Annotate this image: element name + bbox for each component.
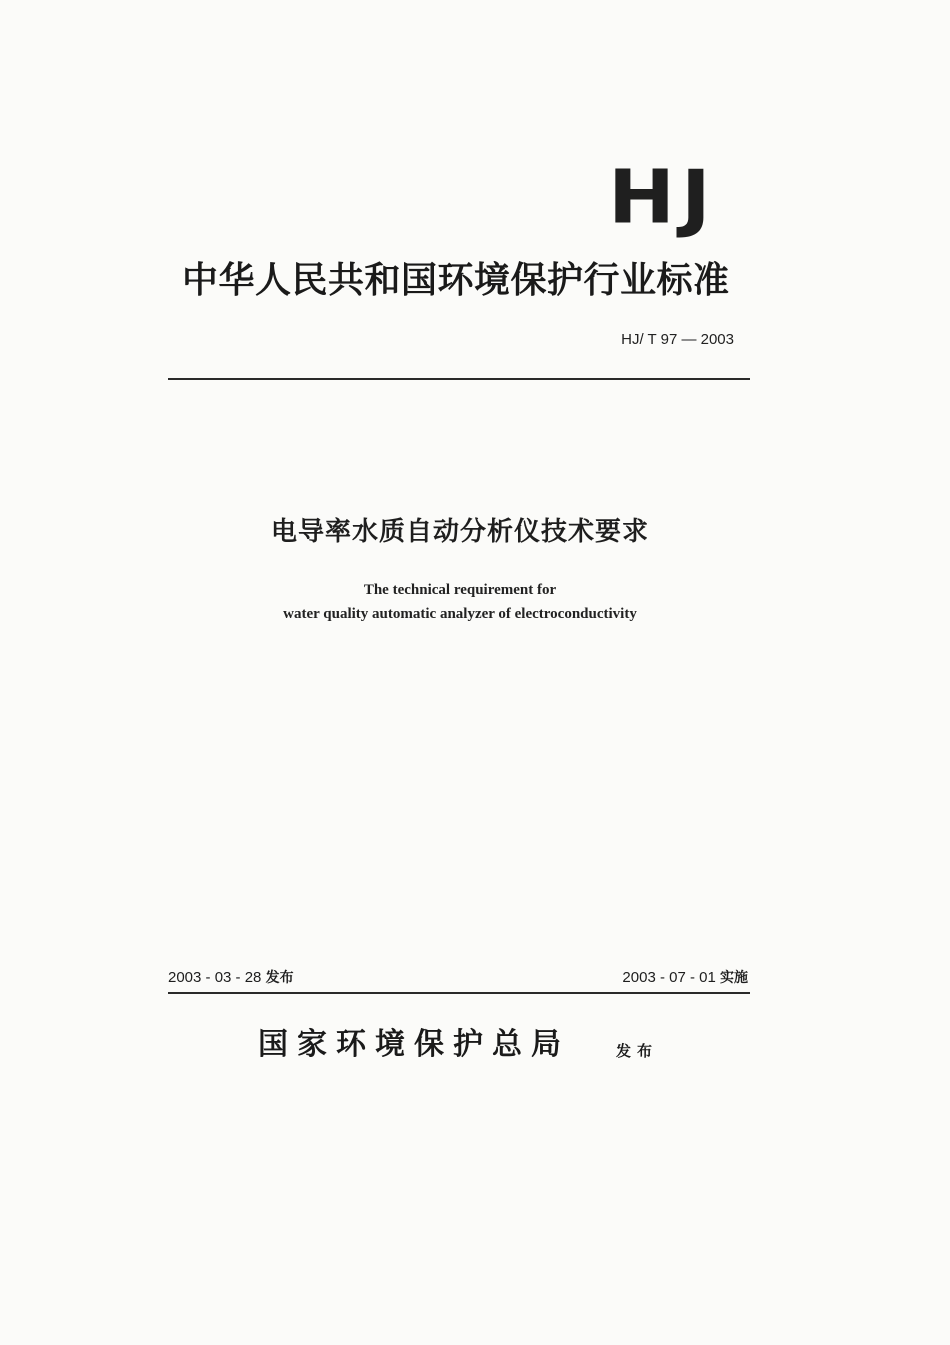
issue-date-block: [168, 967, 294, 989]
top-divider: [168, 378, 750, 380]
issuing-authority: 中华人民共和国环境保护行业标准: [182, 260, 730, 301]
hj-logo: HJ: [608, 154, 717, 241]
bottom-divider: [168, 992, 750, 994]
implementation-date: 2003 - 07 - 01: [622, 969, 716, 986]
english-title-line-2: water quality automatic analyzer of electroconductivity: [283, 606, 637, 622]
issue-date: 2003 - 03 - 28: [168, 969, 262, 986]
implementation-date-block: [622, 967, 748, 989]
english-title-line-1: The technical requirement for: [363, 582, 557, 598]
document-title-chinese: 电导率水质自动分析仪技术要求: [270, 517, 649, 547]
publisher-name: 国家环境保护总局: [258, 1027, 570, 1062]
publish-label: 发布: [616, 1042, 659, 1060]
standard-number: HJ/ T 97 — 2003: [621, 331, 734, 348]
document-title-english: [0, 578, 920, 626]
issue-label: 发布: [265, 970, 294, 986]
implementation-label: 实施: [720, 970, 748, 986]
